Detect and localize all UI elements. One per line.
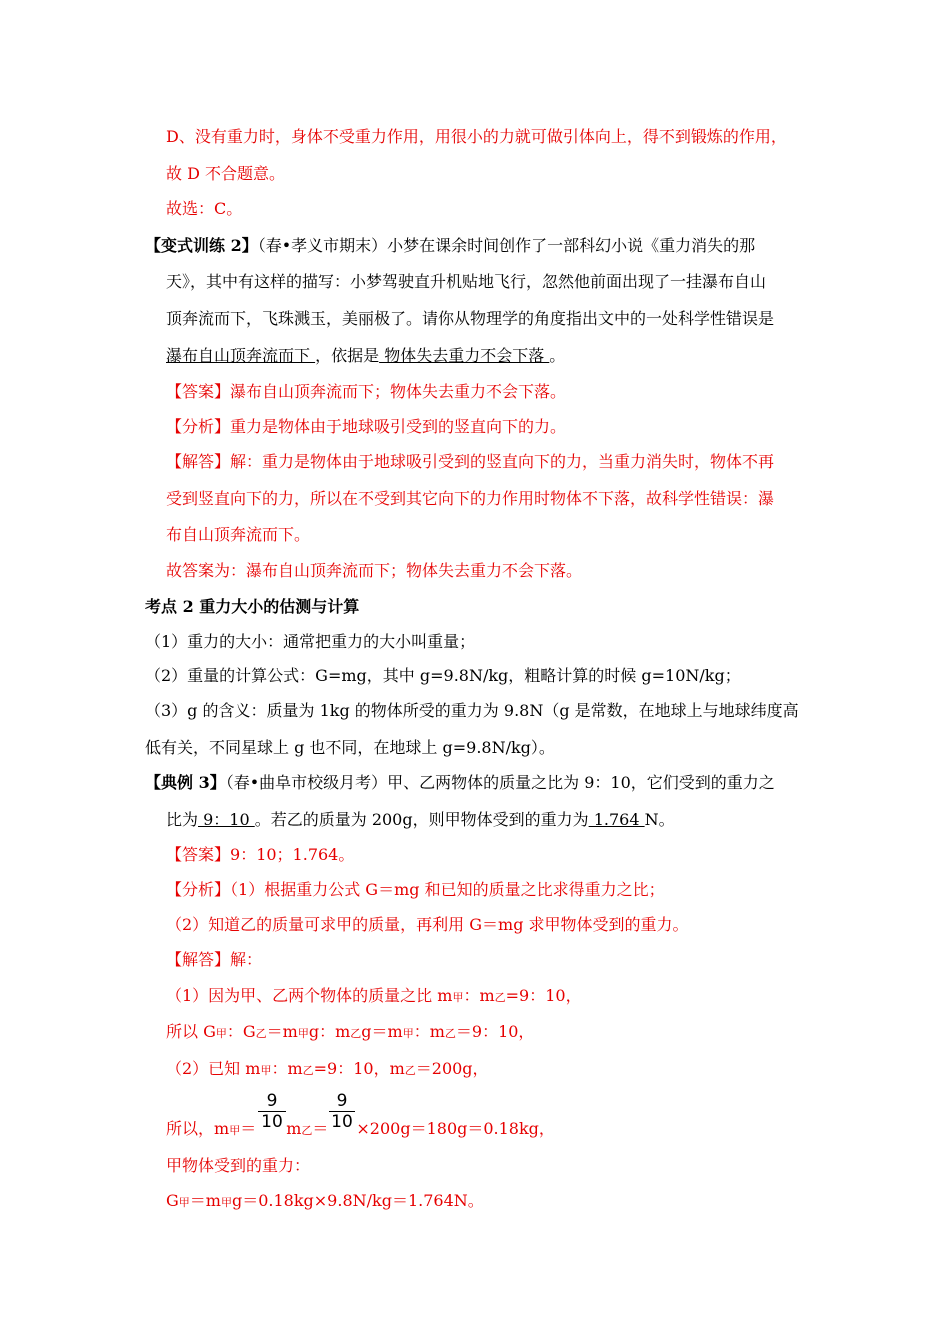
step-text: m (286, 1119, 302, 1138)
fraction-numerator: 9 (266, 1091, 278, 1111)
section2-p3-line1: （3）g 的含义：质量为 1kg 的物体所受的重力为 9.8N（g 是常数，在地球上与地球纬度高 (145, 701, 799, 720)
example3-answer (166, 844, 354, 866)
example3-step5: 甲物体受到的重力： (166, 1156, 311, 1175)
option-d-line2: 故 D 不合题意。 (166, 164, 286, 183)
subscript: 甲 (178, 1196, 190, 1209)
subscript: 乙 (302, 1064, 314, 1077)
variant2-solution-line1 (166, 451, 774, 473)
section2-p1: （1）重力的大小：通常把重力的大小叫重量； (145, 632, 476, 651)
variant2-blank2: 物体失去重力不会下落 (379, 346, 550, 365)
answer-text: 瀑布自山顶奔流而下；物体失去重力不会下落。 (230, 382, 567, 401)
variant2-question-line4 (166, 345, 565, 367)
section2-heading: 考点 2 重力大小的估测与计算 (145, 597, 360, 616)
subscript: 甲 (297, 1027, 309, 1040)
analysis-tag: 【分析】 (166, 880, 231, 899)
fraction-numerator: 9 (336, 1091, 348, 1111)
step-text: g：m (308, 1022, 351, 1041)
answer-tag: 【答案】 (166, 845, 231, 864)
step-text: g＝m (361, 1022, 403, 1041)
fraction-denominator: 10 (261, 1112, 283, 1132)
step-text: ：m (271, 1059, 303, 1078)
subscript: 乙 (444, 1027, 456, 1040)
step-text: g＝0.18kg×9.8N/kg＝1.764N。 (231, 1191, 484, 1210)
variant2-question-line3: 顶奔流而下，飞珠溅玉，美丽极了。请你从物理学的角度指出文中的一处科学性错误是 (166, 309, 775, 328)
option-d-line1: D、没有重力时，身体不受重力作用，用很小的力就可做引体向上，得不到锻炼的作用， (166, 127, 787, 146)
subscript: 乙 (255, 1027, 267, 1040)
example3-step4 (166, 1118, 555, 1142)
example3-question-line2 (166, 809, 675, 831)
variant2-final: 故答案为：瀑布自山顶奔流而下；物体失去重力不会下落。 (166, 561, 583, 580)
variant2-blank1: 瀑布自山顶奔流而下 (166, 346, 316, 365)
subscript: 乙 (301, 1124, 313, 1137)
example3-blank1: 9：10 (198, 810, 255, 829)
step-text: ：G (226, 1022, 256, 1041)
example3-step6 (166, 1190, 484, 1214)
subscript: 甲 (452, 991, 464, 1004)
solution-text: 解： (230, 950, 263, 969)
example3-q2-pre: 比为 (166, 810, 199, 829)
example3-step1 (166, 985, 582, 1009)
analysis-tag: 【分析】 (166, 417, 231, 436)
variant2-end: 。 (549, 346, 566, 365)
step-text: ＝9：10， (455, 1022, 535, 1041)
solution-text: 解：重力是物体由于地球吸引受到的竖直向下的力，当重力消失时，物体不再 (230, 452, 775, 471)
step-text: ×200g＝180g＝0.18kg， (356, 1119, 555, 1138)
step-text: （2）已知 m (166, 1059, 261, 1078)
step-text: =9：10， (505, 986, 582, 1005)
subscript: 乙 (404, 1064, 416, 1077)
example3-question-line1 (145, 772, 775, 794)
fraction-9-10-first (257, 1091, 287, 1132)
example3-question-text: （春•曲阜市校级月考）甲、乙两物体的质量之比为 9：10，它们受到的重力之 (225, 773, 775, 792)
step-text: ＝m (266, 1022, 298, 1041)
step-text: ＝ (240, 1119, 257, 1138)
variant2-mid: ，依据是 (315, 346, 380, 365)
answer-tag: 【答案】 (166, 382, 231, 401)
step-text: ＝200g， (415, 1059, 489, 1078)
variant2-tag: 【变式训练 2】 (145, 236, 258, 255)
subscript: 甲 (229, 1124, 241, 1137)
solution-tag: 【解答】 (166, 950, 231, 969)
step-text: ：m (463, 986, 495, 1005)
variant2-question-line2: 天》，其中有这样的描写：小梦驾驶直升机贴地飞行，忽然他前面出现了一挂瀑布自山 (166, 272, 767, 291)
analysis-text: （1）根据重力公式 G＝mg 和已知的质量之比求得重力之比； (230, 880, 665, 899)
example3-q2-mid: 。若乙的质量为 200g，则甲物体受到的重力为 (254, 810, 589, 829)
choice-line: 故选：C。 (166, 199, 243, 218)
variant2-analysis (166, 416, 566, 438)
variant2-solution-line2: 受到竖直向下的力，所以在不受到其它向下的力作用时物体不下落，故科学性错误：瀑 (166, 489, 775, 508)
example3-solution-start (166, 949, 262, 971)
step-text: ＝ (312, 1119, 329, 1138)
solution-tag: 【解答】 (166, 452, 231, 471)
example3-tag: 【典例 3】 (145, 773, 226, 792)
step-text: ＝m (189, 1191, 221, 1210)
example3-q2-end: N。 (644, 810, 675, 829)
answer-text: 9：10；1.764。 (230, 845, 355, 864)
step-text: 所以 G (166, 1022, 216, 1041)
step-text: 所以，m (166, 1119, 230, 1138)
section2-p2: （2）重量的计算公式：G=mg，其中 g=9.8N/kg，粗略计算的时候 g=10N/kg； (145, 666, 741, 685)
section2-p3-line2: 低有关，不同星球上 g 也不同，在地球上 g=9.8N/kg）。 (145, 738, 555, 757)
subscript: 乙 (494, 991, 506, 1004)
fraction-denominator: 10 (331, 1112, 353, 1132)
example3-blank2: 1.764 (588, 810, 645, 829)
subscript: 甲 (215, 1027, 227, 1040)
subscript: 甲 (260, 1064, 272, 1077)
subscript: 乙 (350, 1027, 362, 1040)
example3-step3 (166, 1058, 489, 1082)
example3-analysis-line1 (166, 879, 665, 901)
subscript: 甲 (402, 1027, 414, 1040)
example3-analysis-line2: （2）知道乙的质量可求甲的质量，再利用 G＝mg 求甲物体受到的重力。 (166, 915, 689, 934)
example3-step2 (166, 1021, 534, 1045)
variant2-question-text: （春•孝义市期末）小梦在课余时间创作了一部科幻小说《重力消失的那 (257, 236, 756, 255)
fraction-9-10-second (328, 1091, 356, 1132)
variant2-answer (166, 381, 566, 403)
step-text: ：m (413, 1022, 445, 1041)
variant2-question-line1 (145, 235, 755, 257)
subscript: 甲 (220, 1196, 232, 1209)
analysis-text: 重力是物体由于地球吸引受到的竖直向下的力。 (230, 417, 567, 436)
step-text: G (166, 1191, 179, 1210)
step-text: =9：10，m (313, 1059, 405, 1078)
variant2-solution-line3: 布自山顶奔流而下。 (166, 525, 311, 544)
step-text: （1）因为甲、乙两个物体的质量之比 m (166, 986, 453, 1005)
